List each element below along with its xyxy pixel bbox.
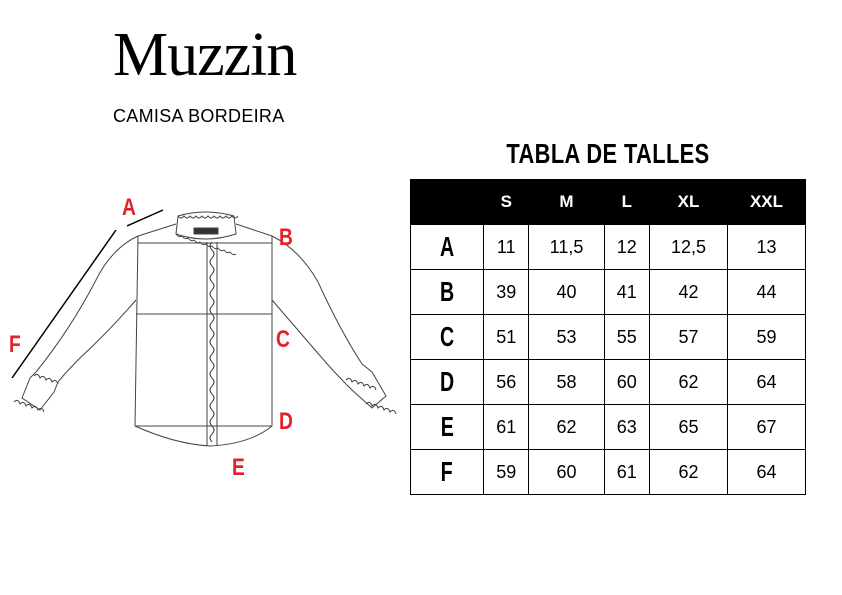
size-table-header-row xyxy=(411,180,806,225)
measure-label-a: A xyxy=(122,194,136,221)
table-row xyxy=(411,225,806,270)
table-cell: 61 xyxy=(604,450,649,495)
table-cell: 12,5 xyxy=(650,225,728,270)
table-cell: 55 xyxy=(604,315,649,360)
measure-label-e: E xyxy=(232,454,245,481)
row-label-d: D xyxy=(411,360,484,405)
table-row xyxy=(411,270,806,315)
table-cell: 39 xyxy=(484,270,529,315)
size-header-s: S xyxy=(484,180,529,225)
table-cell: 59 xyxy=(727,315,805,360)
table-cell: 60 xyxy=(604,360,649,405)
size-header-m: M xyxy=(529,180,604,225)
table-cell: 61 xyxy=(484,405,529,450)
table-cell: 53 xyxy=(529,315,604,360)
size-table-title: TABLA DE TALLES xyxy=(506,138,710,169)
table-cell: 65 xyxy=(650,405,728,450)
shirt-diagram xyxy=(0,180,410,480)
table-cell: 64 xyxy=(727,450,805,495)
table-cell: 62 xyxy=(529,405,604,450)
measure-label-f: F xyxy=(9,331,21,358)
table-cell: 60 xyxy=(529,450,604,495)
table-cell: 62 xyxy=(650,360,728,405)
table-cell: 56 xyxy=(484,360,529,405)
size-header-xxl: XXL xyxy=(727,180,805,225)
measure-label-c: C xyxy=(276,326,290,353)
table-cell: 57 xyxy=(650,315,728,360)
size-header-l: L xyxy=(604,180,649,225)
table-cell: 44 xyxy=(727,270,805,315)
table-cell: 13 xyxy=(727,225,805,270)
size-header-xl: XL xyxy=(650,180,728,225)
table-row xyxy=(411,450,806,495)
size-header-blank xyxy=(411,180,484,225)
table-cell: 64 xyxy=(727,360,805,405)
product-name: CAMISA BORDEIRA xyxy=(113,106,285,126)
table-cell: 62 xyxy=(650,450,728,495)
table-cell: 67 xyxy=(727,405,805,450)
table-cell: 58 xyxy=(529,360,604,405)
size-table xyxy=(410,179,806,495)
table-row xyxy=(411,405,806,450)
row-label-b: B xyxy=(411,270,484,315)
table-cell: 51 xyxy=(484,315,529,360)
table-cell: 12 xyxy=(604,225,649,270)
table-cell: 40 xyxy=(529,270,604,315)
table-cell: 42 xyxy=(650,270,728,315)
row-label-c: C xyxy=(411,315,484,360)
table-cell: 63 xyxy=(604,405,649,450)
table-cell: 59 xyxy=(484,450,529,495)
table-cell: 11,5 xyxy=(529,225,604,270)
table-cell: 41 xyxy=(604,270,649,315)
table-row xyxy=(411,360,806,405)
row-label-e: E xyxy=(411,405,484,450)
row-label-a: A xyxy=(411,225,484,270)
table-row xyxy=(411,315,806,360)
measure-label-b: B xyxy=(279,224,293,251)
measure-label-d: D xyxy=(279,408,293,435)
brand-logo: Muzzin xyxy=(113,21,297,89)
table-cell: 11 xyxy=(484,225,529,270)
row-label-f: F xyxy=(411,450,484,495)
